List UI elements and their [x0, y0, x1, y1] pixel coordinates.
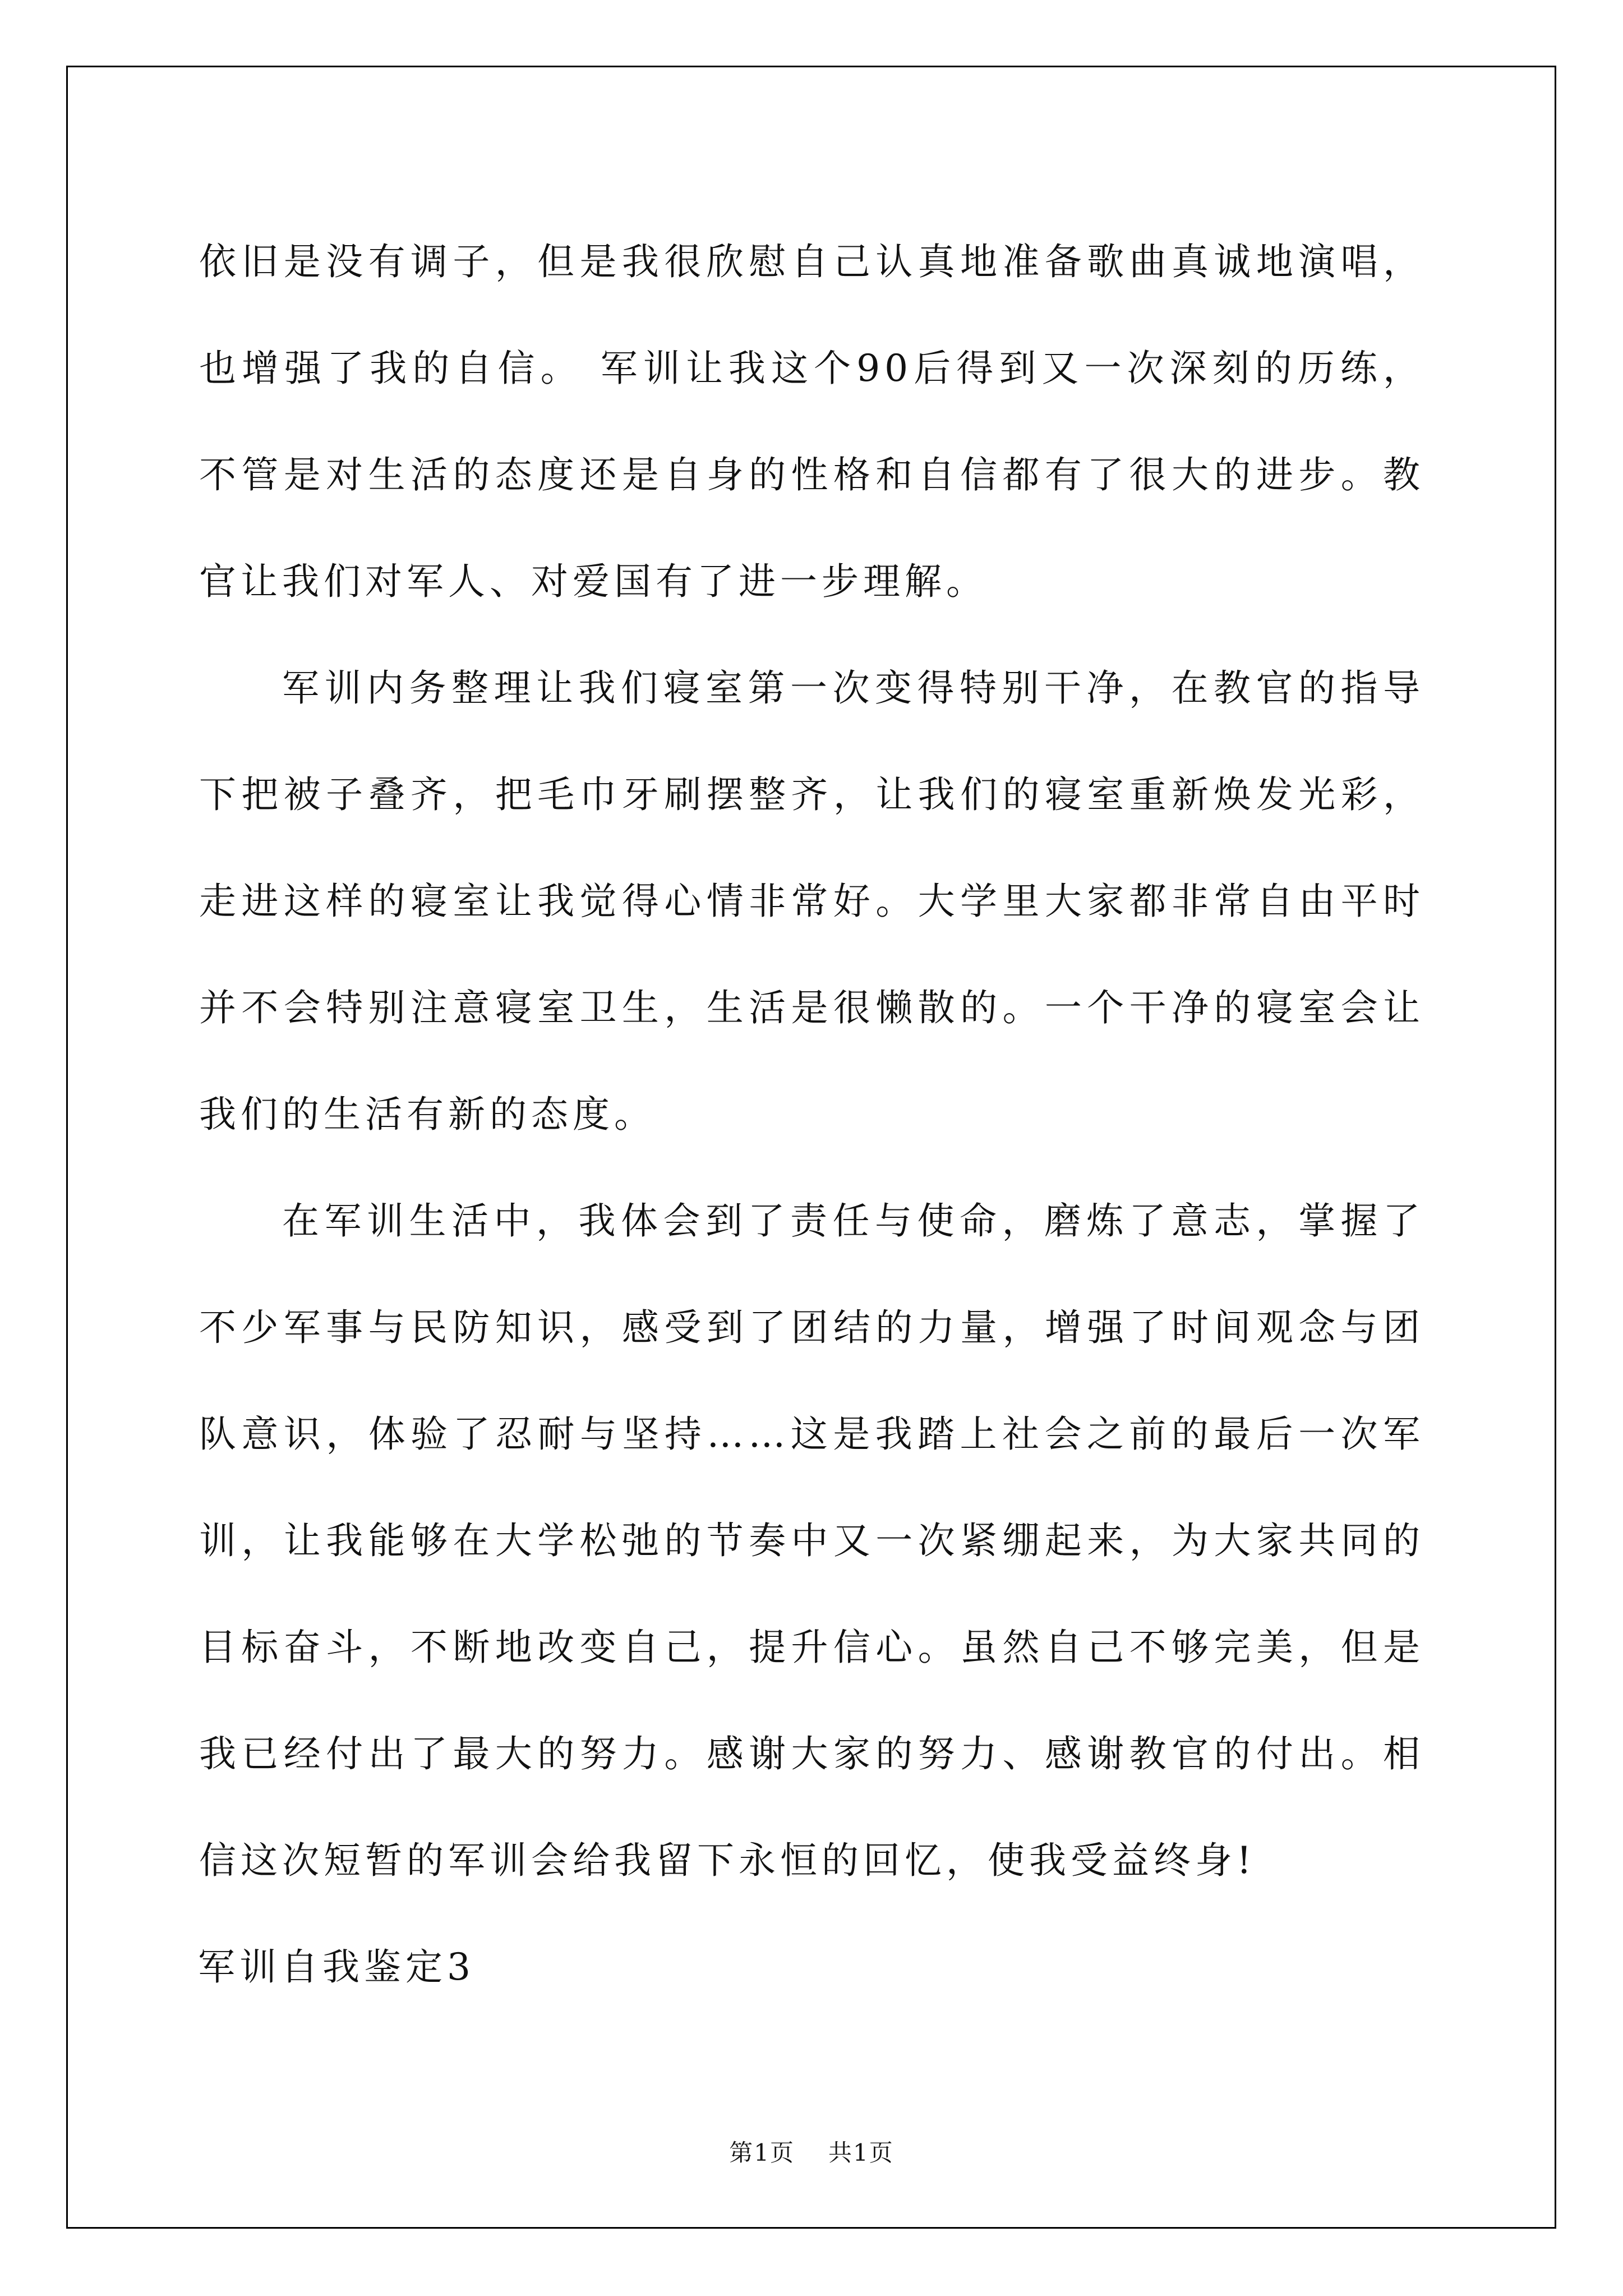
document-body: [199, 209, 1424, 2021]
page-footer: [0, 2134, 1623, 2168]
page-total: 共1页: [828, 2139, 894, 2166]
section-heading: 军训自我鉴定3: [198, 1945, 475, 1989]
paragraph-3: 在军训生活中，我体会到了责任与使命，磨炼了意志，掌握了不少军事与民防知识，感受到了团结的力量，增强了时间观念与团队意识，体验了忍耐与坚持……这是我踏上社会之前的最后一次军训，让我能够在大学松弛的节奏中又一次紧绷起来，为大家共同的目标奋斗，不断地改变自己，提升信心。虽然自己不够完美，但是我已经付出了最大的努力。感谢大家的努力、感谢教官的付出。相信这次短暂的军训会给我留下永恒的回忆，使我受益终身!: [199, 1199, 1424, 1882]
paragraph-1: 依旧是没有调子，但是我很欣慰自己认真地准备歌曲真诚地演唱，也增强了我的自信。 军训让我这个90后得到又一次深刻的历练，不管是对生活的态度还是自身的性格和自信都有了很大的进步。教官让我们对军人、对爱国有了进一步理解。: [199, 240, 1424, 603]
paragraph-2: 军训内务整理让我们寝室第一次变得特别干净，在教官的指导下把被子叠齐，把毛巾牙刷摆整齐，让我们的寝室重新焕发光彩，走进这样的寝室让我觉得心情非常好。大学里大家都非常自由平时并不会特别注意寝室卫生，生活是很懒散的。一个干净的寝室会让我们的生活有新的态度。: [199, 666, 1424, 1136]
page-current: 第1页: [729, 2139, 795, 2166]
